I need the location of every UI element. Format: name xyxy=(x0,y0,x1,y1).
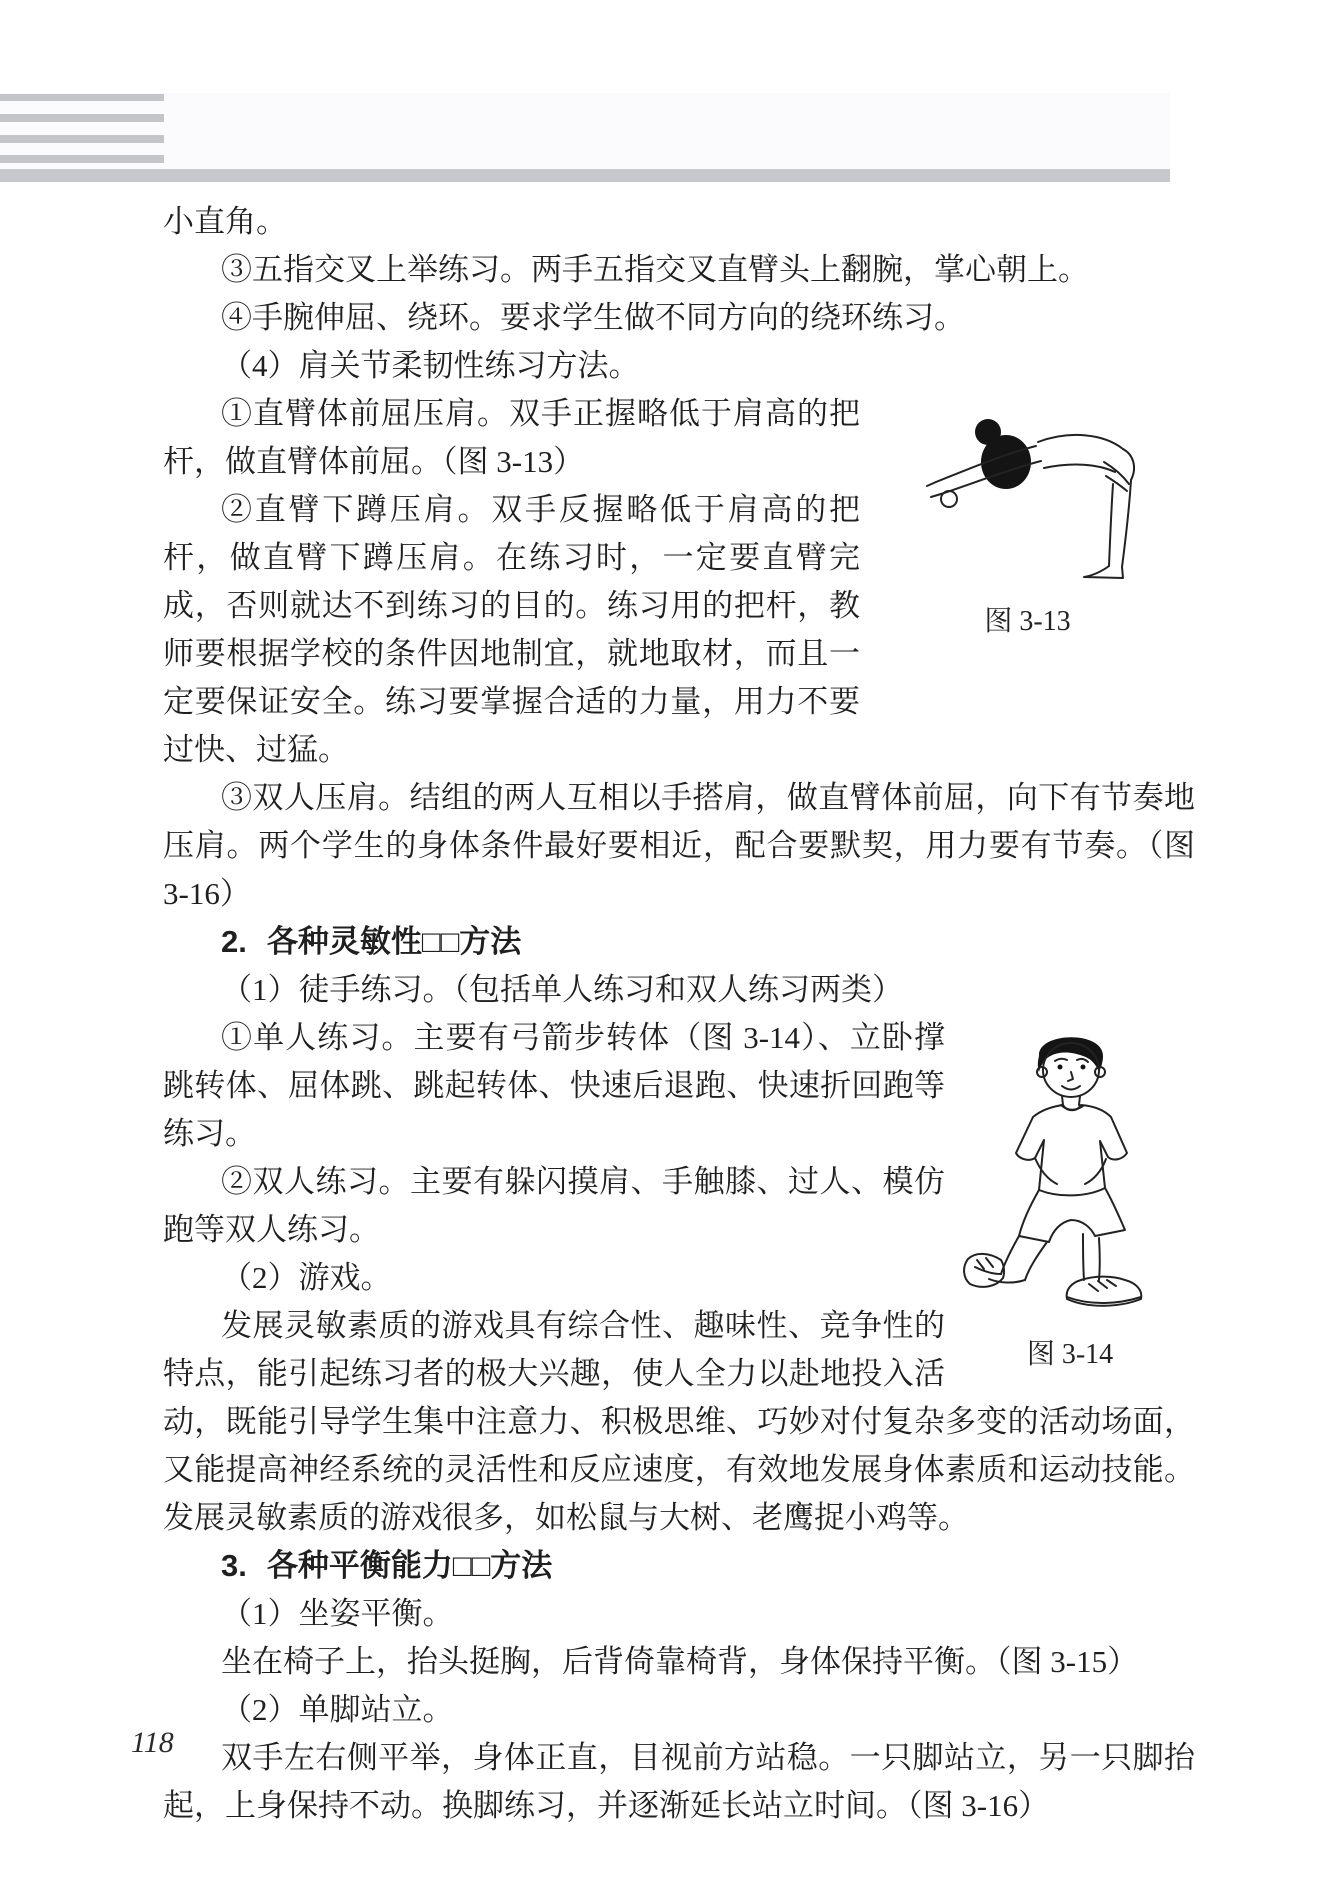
header-stripe-1 xyxy=(0,94,164,101)
figure-3-14 xyxy=(945,1014,1195,1378)
section-title: 各种灵敏性□□方法 xyxy=(266,924,522,959)
body-paragraph: 发展灵敏素质的游戏具有综合性、趣味性、竞争性的特点，能引起练习者的极大兴趣，使人全力以赴地投入活动，既能引导学生集中注意力、积极思维、巧妙对付复杂多变的活动场面，又能提高神经系统的灵活性和反应速度，有效地发展身体素质和运动技能。发展灵敏素质的游戏很多，如松鼠与大树、老鹰捉小鸡等。 xyxy=(163,1308,1195,1535)
body-paragraph: （1）坐姿平衡。 xyxy=(221,1596,454,1631)
section-number: 3. xyxy=(221,1548,247,1583)
page-number: 118 xyxy=(131,1726,174,1759)
body-paragraph: 坐在椅子上，抬头挺胸，后背倚靠椅背，身体保持平衡。（图 3-15） xyxy=(221,1644,1139,1679)
section-number: 2. xyxy=(221,924,247,959)
header-stripe-3 xyxy=(0,135,164,143)
page-body xyxy=(163,198,1195,1830)
body-paragraph: ②直臂下蹲压肩。双手反握略低于肩高的把杆，做直臂下蹲压肩。在练习时，一定要直臂完成，否则就达不到练习的目的。练习用的把杆，教师要根据学校的条件因地制宜，就地取材，而且一定要保证安全。练习要掌握合适的力量，用力不要过快、过猛。 xyxy=(163,492,860,767)
section-heading-2 xyxy=(163,918,1195,966)
forward-bend-bar-stretch-figure-icon xyxy=(920,404,1135,584)
body-paragraph: 双手左右侧平举，身体正直，目视前方站稳。一只脚站立，另一只脚抬起，上身保持不动。换脚练习，并逐渐延长站立时间。（图 3-16） xyxy=(163,1740,1195,1823)
header-stripe-2 xyxy=(0,114,164,122)
body-paragraph: 小直角。 xyxy=(163,204,287,239)
body-paragraph: ①直臂体前屈压肩。双手正握略低于肩高的把杆，做直臂体前屈。（图 3-13） xyxy=(163,396,860,479)
figure-3-13 xyxy=(860,390,1195,712)
body-paragraph: ②双人练习。主要有躲闪摸肩、手触膝、过人、模仿跑等双人练习。 xyxy=(163,1164,945,1247)
body-paragraph: （2）游戏。 xyxy=(221,1260,392,1295)
body-paragraph: （2）单脚站立。 xyxy=(221,1692,454,1727)
body-paragraph: ③双人压肩。结组的两人互相以手搭肩，做直臂体前屈，向下有节奏地压肩。两个学生的身体条件最好要相近，配合要默契，用力要有节奏。（图 3-16） xyxy=(163,780,1195,911)
header-stripe-4 xyxy=(0,155,164,163)
body-paragraph: ③五指交叉上举练习。两手五指交叉直臂头上翻腕，掌心朝上。 xyxy=(221,252,1089,287)
section-heading-3 xyxy=(163,1542,1195,1590)
body-paragraph: （4）肩关节柔韧性练习方法。 xyxy=(221,348,640,383)
body-paragraph: （1）徒手练习。（包括单人练习和双人练习两类） xyxy=(221,972,903,1007)
figure-3-14-caption: 图 3-14 xyxy=(1026,1339,1114,1370)
figure-3-13-caption: 图 3-13 xyxy=(984,606,1071,637)
section-title: 各种平衡能力□□方法 xyxy=(266,1548,553,1583)
lunge-exercise-boy-figure-icon xyxy=(955,1020,1185,1325)
body-paragraph: ①单人练习。主要有弓箭步转体（图 3-14）、立卧撑跳转体、屈体跳、跳起转体、快速后退跑、快速折回跑等练习。 xyxy=(163,1020,945,1151)
header-rule-bar xyxy=(0,169,1170,182)
header-band xyxy=(0,93,1170,170)
body-paragraph: ④手腕伸屈、绕环。要求学生做不同方向的绕环练习。 xyxy=(221,300,965,335)
